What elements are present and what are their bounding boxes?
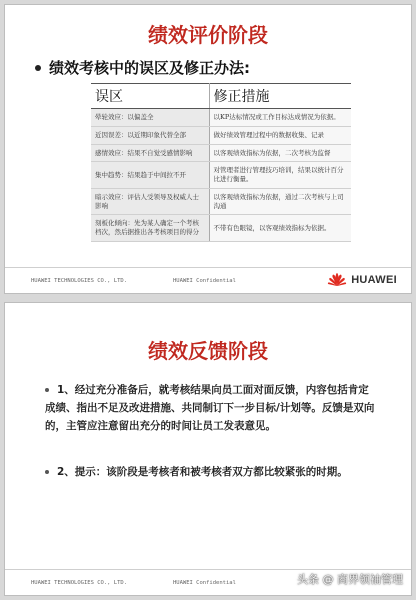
- footer-company: HUAWEI TECHNOLOGIES CO., LTD.: [31, 278, 128, 284]
- table-cell: 做好绩效管理过程中的数据收集、记录: [209, 126, 351, 144]
- table-cell: 以客观绩效指标为依据，通过二次考核与上司沟通: [209, 188, 351, 215]
- table-cell: 感情效应：结果不自觉受感情影响: [91, 144, 209, 162]
- slide-evaluation: [4, 4, 412, 294]
- column-header: 修正措施: [209, 84, 351, 109]
- paragraph-text: 1、经过充分准备后，就考核结果向员工面对面反馈，内容包括肯定成绩、指出不足及改进措施、共同制订下一步目标/计划等。反馈是双向的，主管应注意留出充分的时间让员工发表意见。: [45, 384, 375, 432]
- table-cell: 近因误差：以近期印象代替全部: [91, 126, 209, 144]
- section-heading: [35, 57, 250, 78]
- table-row: [91, 188, 351, 215]
- slide-feedback: [4, 302, 412, 596]
- logo-text: HUAWEI: [351, 274, 397, 286]
- table-cell: 刻板化倾向：先为某人确定一个考核档次，然后据推出各考核项目的得分: [91, 215, 209, 242]
- bullet-icon: [35, 65, 41, 71]
- footer-confidential: HUAWEI Confidential: [173, 580, 236, 586]
- footer-confidential: HUAWEI Confidential: [173, 278, 236, 284]
- column-header: 误区: [91, 84, 209, 109]
- huawei-petal-icon: [327, 272, 347, 288]
- slide-title: 绩效反馈阶段: [148, 339, 268, 363]
- footer-company: HUAWEI TECHNOLOGIES CO., LTD.: [31, 580, 128, 586]
- table-row: [91, 144, 351, 162]
- huawei-logo: [327, 272, 397, 288]
- paragraph: [45, 463, 379, 481]
- table-row: [91, 109, 351, 127]
- bullet-icon: [45, 388, 49, 392]
- paragraph-text: 2、提示：该阶段是考核者和被考核者双方都比较紧张的时期。: [57, 466, 348, 478]
- table-cell: 晕轮效应：以偏盖全: [91, 109, 209, 127]
- table-cell: 以客观绩效指标为依据，二次考核为监督: [209, 144, 351, 162]
- table-cell: 不带有色眼镜，以客观绩效指标为依据。: [209, 215, 351, 242]
- table-cell: 对管理者进行管理技巧培训，结果以统计百分比进行衡量。: [209, 162, 351, 189]
- watermark-text: 头条 @ 商界领袖管理: [297, 573, 403, 586]
- table-row: [91, 162, 351, 189]
- paragraph: [45, 381, 379, 435]
- table-cell: 以KP达标情况或工作目标达成情况为依据。: [209, 109, 351, 127]
- errors-table: [91, 83, 351, 242]
- table-row: [91, 126, 351, 144]
- table-row: [91, 215, 351, 242]
- watermark: [297, 571, 403, 587]
- bullet-icon: [45, 470, 49, 474]
- table-cell: 暗示效应：评估人受领导及权威人士影响: [91, 188, 209, 215]
- table-cell: 集中趋势：结果趋于中间拉不开: [91, 162, 209, 189]
- slide-footer: [5, 267, 411, 293]
- heading-text: 绩效考核中的误区及修正办法:: [49, 59, 250, 77]
- slide-title: 绩效评价阶段: [148, 23, 268, 47]
